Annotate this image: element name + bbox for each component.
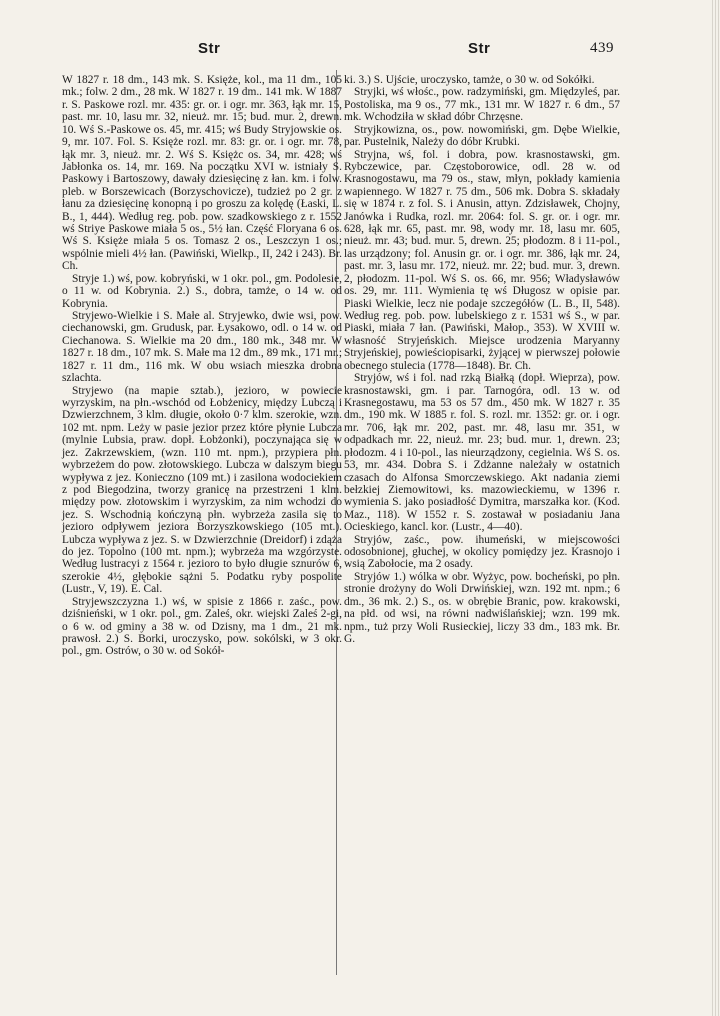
entry-stryjki: Stryjki, wś włośc., pow. radzymiński, gm. Międzyleś, par. Postoliska, ma 9 os., 77 mk., 131 mr. W 1827 r. 6 dm., 57 mk. Wchodziła w skład dóbr Chrzęsne.: [344, 86, 620, 124]
running-head-center: Str: [468, 40, 491, 57]
entry-stryjewszczyzna: Stryjewszczyzna 1.) wś, w spisie z 1866 r. zaśc., pow. dziśnieński, w 1 okr. pol., gm. Zaleś, okr. wiejski Zaleś 2-gi, o 6 w. od gminy a 38 w. od Dzisny, ma 1 dm., 21 mk. prawosł. 2.) S. Borki, uroczysko, pow. sokólski, w 3 okr. pol., gm. Ostrów, o 30 w. od Sokół-: [62, 595, 342, 658]
entry-stryjewo-lake: Stryjewo (na mapie sztab.), jezioro, w powiecie wyrzyskim, na płn.-wschód od Łobżenicy, między Lubczą i Dzwierzchnem, 3 klm. długie, około 0·7 klm. szerokie, wzn. 102 mt. npm. Leży w pasie jezior przez które płynie Lubcza (mylnie Lubsia, praw. dopł. Łobżonki), poczynająca się w jez. Zakrzewskiem, (wzn. 110 mt. npm.), przypiera płn. wybrzeżem do pow. złotowskiego. Lubcza w dalszym biegu wypływa z jez. Konieczno (109 mt.) i zasilona wodociekiem z pod Biegodzina, tworzy granicę na przestrzeni 1 klm. między pow. złotowskim i wyrzyskim, za nim wchodzi do jez. S. Wschodnią kończyną płn. wybrzeża zasila się to jezioro odpływem jeziora Borzyszkowskiego (105 mt.). Lubcza wypływa z jez. S. w Dzwierzchnie (Dreidorf) i zdąża do jez. Topolno (100 mt. npm.); wybrzeża ma wzgórzyste. Według lustracyi z 1564 r. jezioro to było długie sznurów 6, szerokie 4½, głębokie sążni 5. Podatku ryby pospolite (Lustr., V, 19). E. Cal.: [62, 384, 342, 596]
page-number: 439: [590, 40, 614, 56]
right-column: [344, 74, 620, 645]
entry-stryjow-2: Stryjów, zaśc., pow. ihumeński, w miejscowości odosobnionej, głuchej, w okolicy pomiędzy jez. Krasnojo i wsią Zabołocie, ma 2 osady.: [344, 533, 620, 571]
left-column: [62, 74, 342, 658]
entry-stryjkowizna: Stryjkowizna, os., pow. nowomiński, gm. Dębe Wielkie, par. Pustelnik, Należy do dóbr Krubki.: [344, 123, 620, 149]
entry-stryjewo-wielkie: Stryjewo-Wielkie i S. Małe al. Stryjewko, dwie wsi, pow. ciechanowski, gm. Grudusk, par. Łysakowo, odl. o 14 w. od Ciechanowa. S. Wielkie ma 20 dm., 180 mk., 348 mr. W 1827 r. 18 dm., 107 mk. S. Małe ma 12 dm., 89 mk., 171 mr.; 1827 r. 11 dm., 116 mk. W obu wsiach mieszka drobna szlachta.: [62, 310, 342, 385]
page-edge-binding: [712, 0, 720, 1016]
running-head-left: Str: [198, 40, 221, 57]
entry-stryje: Stryje 1.) wś, pow. kobryński, w 1 okr. pol., gm. Podolesie, o 11 w. od Kobrynia. 2.) S., dobra, tamże, o 14 w. od Kobrynia.: [62, 272, 342, 310]
entry-stryjna: Stryjna, wś, fol. i dobra, pow. krasnostawski, gm. Rybczewice, par. Częstoborowice, odl. 28 w. od Krasnogostawu, ma 79 os., staw, młyn, pokłady kamienia wapiennego. W 1827 r. 75 dm., 506 mk. Dobra S. składały się w 1874 r. z fol. S. i Anusin, attyn. Zdzisławek, Chojny, Janówka i Rudka, rozl. mr. 2064: fol. S. gr. or. i ogr. mr. 628, łąk mr. 65, past. mr. 98, wody mr. 18, lasu mr. 605, nieuż. mr. 43; bud. mur. 5, drewn. 25; płodozm. 8 i 11-pol., las urządzony; fol. Anusin gr. or. i ogr. mr. 386, łąk mr. 24, past. mr. 3, lasu mr. 172, nieuż. mr. 22; bud. mur. 3, drewn. 2, płodozm. 11-pol. Wś S. os. 66, mr. 956; Władysławów os. 29, mr. 111. Wymienia tę wś Długosz w opisie par. Piaski Wielkie, lecz nie podaje szczegółów (L. B., II, 548). Według reg. pob. pow. lubelskiego z r. 1531 wś S., w par. Piaski, miała 7 łan. (Pawiński, Małop., 353). W XVIII w. własność Stryjeńskich. Miejsce urodzenia Maryanny Stryjeńskiej, powieściopisarki, żyjącej w pierwszej połowie obecnego stulecia (1778—1848). Br. Ch.: [344, 148, 620, 372]
entry-continuation-right: ki. 3.) S. Ujście, uroczysko, tamże, o 30 w. od Sokółki.: [344, 74, 595, 86]
entry-stryjow-3: Stryjów 1.) wólka w obr. Wyżyc, pow. bocheński, po płn. stronie drożyny do Woli Drwińskiej, wzn. 192 mt. npm.; 6 dm., 36 mk. 2.) S., os. w obrębie Branic, pow. krakowski, na płd. od wsi, na równi nadwiślańskiej; wzn. 199 mk. npm., tuż przy Woli Rusieckiej, liczy 33 dm., 183 mk. Br. G.: [344, 570, 620, 645]
entry-stryjow-1: Stryjów, wś i fol. nad rzką Białką (dopł. Wieprza), pow. krasnostawski, gm. i par. Tarnogóra, odl. 13 w. od Krasnegostawu, ma 53 os 57 dm., 450 mk. W 1827 r. 35 dm., 190 mk. W 1885 r. fol. S. rozl. mr. 1352: gr. or. i ogr. mr. 706, łąk mr. 202, past. mr. 48, lasu mr. 351, w odpadkach mr. 22, nieuż. mr. 23; bud. mur. 1, drewn. 23; płodozm. 4 i 10-pol., las nieurządzony, cegielnia. Wś S. os. 53, mr. 434. Dobra S. i Zdżanne należały w ostatnich czasach do Alfonsa Smorczewskiego. Akt nadania ziemi bełzkiej Ziemowitowi, ks. mazowieckiemu, w 1396 r. wymienia S. jako posiadłość Dymitra, marszałka kor. (Kod. Maz., 118). W 1552 r. S. zostawał w posiadaniu Jana Ocieskiego, kancl. kor. (Lustr., 4—40).: [344, 372, 620, 534]
entry-continuation: W 1827 r. 18 dm., 143 mk. S. Księże, kol., ma 11 dm., 105 mk.; folw. 2 dm., 28 mk. W 1827 r. 19 dm.. 141 mk. W 1887 r. S. Paskowe rozl. mr. 435: gr. or. i ogr. mr. 363, łąk mr. 15, past. mr. 10, lasu mr. 32, nieuż. mr. 15; bud. mur. 2, drewn. 10. Wś S.-Paskowe os. 45, mr. 415; wś Budy Stryjowskie os. 9, mr. 107. Fol. S. Księże rozl. mr. 83: gr. or. i ogr. mr. 78, łąk mr. 3, nieuż. mr. 2. Wś S. Księżc os. 34, mr. 428; wś Jabłonka os. 14, mr. 169. Na początku XVI w. istniały S. Paskowy i Bartoszowy, dawały dziesięcinę z łan. km. i folw. pleb. w Borszewicach (Borzyschovicze), tudzież po 2 gr. z łanu za dziesięcinę konopną i po groszu za kolędę (Łaski, L. B., 1, 444). Według reg. pob. pow. szadkowskiego z r. 1552 wś Striye Paskowe miała 5 os., 5½ łan. Część Floryana 6 os. Wś S. Księże miała 5 os. Tomasz 2 os., Leszczyn 1 os.; wspólnie mieli 4½ łan. (Pawiński, Wielkp., II, 242 i 243). Br. Ch.: [62, 74, 342, 273]
